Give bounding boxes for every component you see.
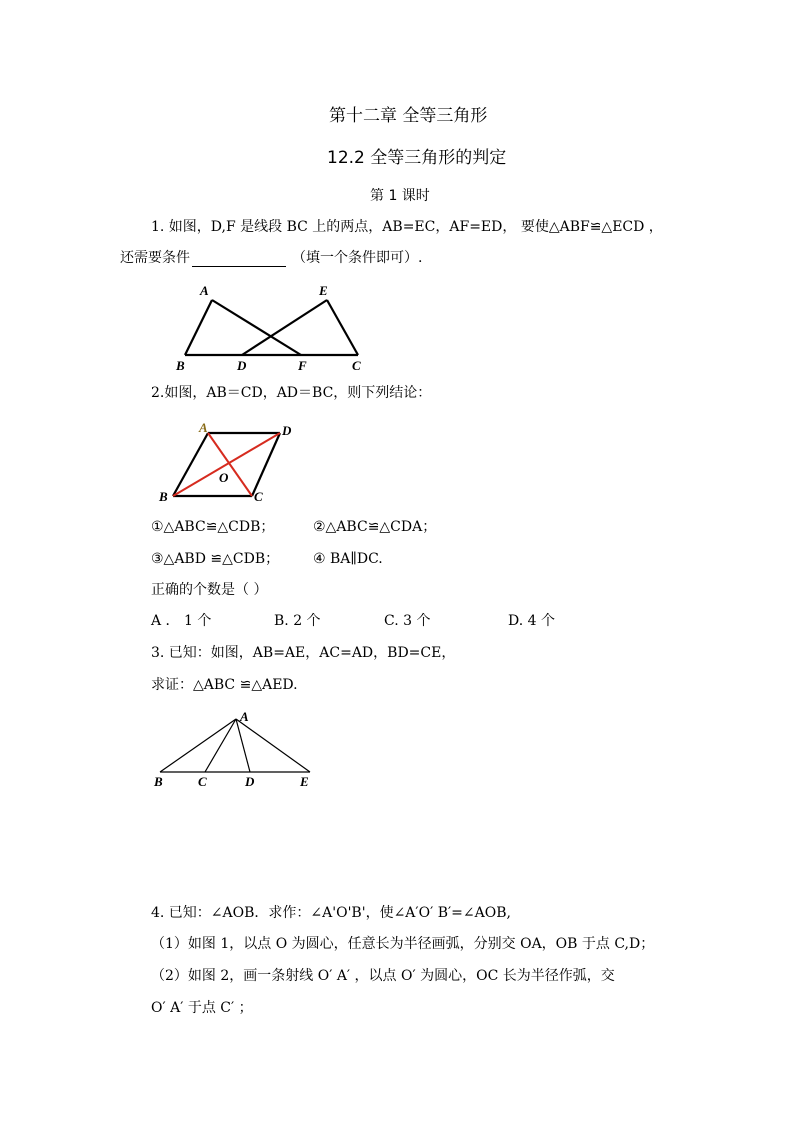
q2-label-a: A xyxy=(199,420,208,435)
q4-step-1: （1）如图 1，以点 O 为圆心，任意长为半径画弧，分别交 OA，OB 于点 C,D； xyxy=(151,936,655,952)
q2-figure xyxy=(155,418,305,508)
q1-line2 xyxy=(120,249,422,267)
q3-label-a: A xyxy=(240,709,249,724)
q2-question: 正确的个数是（ ） xyxy=(151,582,268,598)
q1-label-f: F xyxy=(298,358,307,373)
q3-label-b: B xyxy=(154,774,163,789)
q1-label-e: E xyxy=(319,283,328,298)
q1-prefix: 还需要条件 xyxy=(120,250,190,266)
q1-stem: 1. 如图，D,F 是线段 BC 上的两点，AB=EC，AF=ED， 要使△ABF≌△ECD ， xyxy=(151,219,663,235)
q1-figure xyxy=(170,278,370,374)
q4-given: 4. 已知：∠AOB．求作：∠A'O'B'，使∠A′O′ B′=∠AOB, xyxy=(151,905,511,921)
q1-label-a: A xyxy=(200,283,209,298)
q2-label-o: O xyxy=(219,470,229,485)
q1-label-c: C xyxy=(352,358,361,373)
q3-label-c: C xyxy=(198,774,207,789)
q2-diagonal-bd xyxy=(173,433,280,496)
q2-stem: 2.如图，AB＝CD，AD＝BC，则下列结论： xyxy=(151,385,432,401)
q4-step-2: （2）如图 2，画一条射线 O′ A′ ，以点 O′ 为圆心，OC 长为半径作弧，交 xyxy=(151,968,615,984)
lesson-title: 第 1 课时 xyxy=(370,188,430,204)
q1-label-d: D xyxy=(237,358,247,373)
q3-label-d: D xyxy=(245,774,255,789)
q2-label-b: B xyxy=(159,489,168,504)
q2-choice-a[interactable]: A ． 1 个 xyxy=(151,613,212,629)
chapter-title: 第十二章 全等三角形 xyxy=(329,106,488,126)
section-title: 12.2 全等三角形的判定 xyxy=(327,148,507,168)
q2-diagonal-ac xyxy=(208,433,252,496)
q2-option-4: ④ BA∥DC. xyxy=(313,551,383,567)
q2-label-c: C xyxy=(254,489,263,504)
q2-choice-c[interactable]: C. 3 个 xyxy=(384,613,431,629)
q3-given: 3. 已知：如图，AB=AE，AC=AD，BD=CE， xyxy=(151,645,456,661)
q3-figure xyxy=(150,708,320,792)
q1-label-b: B xyxy=(176,358,185,373)
q3-prove: 求证：△ABC ≌△AED. xyxy=(151,677,298,693)
q2-option-1: ①△ABC≌△CDB； xyxy=(151,519,275,535)
q3-label-e: E xyxy=(300,774,309,789)
q1-suffix: （填一个条件即可）. xyxy=(292,250,423,266)
q2-choice-d[interactable]: D. 4 个 xyxy=(508,613,555,629)
q2-option-2: ②△ABC≌△CDA； xyxy=(313,519,437,535)
q2-choice-b[interactable]: B. 2 个 xyxy=(274,613,321,629)
q2-option-3: ③△ABD ≌△CDB； xyxy=(151,551,280,567)
q4-step-2-cont: O′ A′ 于点 C′ ； xyxy=(151,1000,253,1016)
q2-label-d: D xyxy=(282,423,292,438)
q1-answer-blank[interactable] xyxy=(192,252,286,267)
